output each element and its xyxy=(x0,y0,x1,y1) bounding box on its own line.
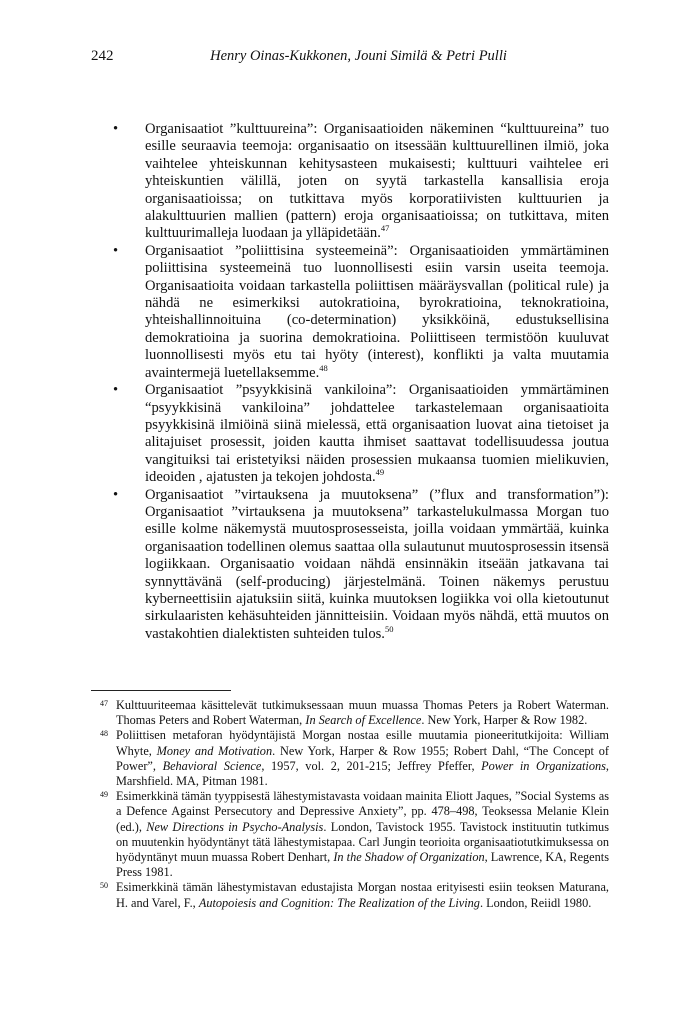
footnote-text: Kulttuuriteemaa käsittelevät tutkimuksessaan muun muassa Thomas Peters ja Robert Waterman. Thomas Peters and Robert Waterman, xyxy=(116,698,609,728)
footnote-text: . London, Tavistock 1955. Tavistock instituutin tutkimus on muutenkin hyödyntänyt tätä lähestymistapaa. Carl Jungin teorioita organisaatiotutkimuksessa on hyödyntänyt muun muassa Robert Denhart, xyxy=(116,819,609,865)
footnote-text: . New York, Harper & Row 1955; Robert Dahl, “The Concept of Power”, xyxy=(116,743,609,773)
bullet-item-psychic-prison xyxy=(107,382,609,486)
footnote-ref[interactable]: 49 xyxy=(375,467,385,478)
footnote-divider xyxy=(91,690,231,691)
bullet-text: Organisaatiot ”kulttuureina”: Organisaatioiden näkeminen “kulttuureina” tuo esille seuraavia teemoja: organisaatio on itsessään kulttuurellinen ilmiö, joka vaihtelee yhteiskunnan kehitysasteen mukaisesti; kulttuuri vaihtelee eri yhteiskuntien välillä, joten on syytä tarkastella kansallisia eroja organisaatioissa; on tutkittava myös korporatiivisten kulttuurien ja alakulttuurien mallien (pattern) eroja organisaatioissa; on tutkittava, miten kulttuurimalleja luodaan ja ylläpidetään. xyxy=(145,121,609,242)
footnote-text: . London, Reiidl 1980. xyxy=(479,895,592,910)
footnote-title: Behavioral Science xyxy=(162,758,262,773)
page-header xyxy=(91,48,596,68)
footnote-text: , Marshfield. MA, Pitman 1981. xyxy=(116,758,609,789)
footnote-number: 50 xyxy=(100,881,108,891)
bullet-text: Organisaatiot ”psyykkisinä vankiloina”: Organisaatioiden ymmärtäminen “psyykkisinä vankiloina” johdattelee tarkastelemaan organisaatioita psyykkisinä ilmiöinä siinä mielessä, että organisaation luovat aina tietoiset ja alitajuiset prosessit, joiden kautta ihmiset saattavat todellisuudessa joutua vangituiksi tai eristetyiksi näiden prosessien mukaansa tuomien mielikuvien, ideoiden , ajatusten ja tekojen johdosta. xyxy=(145,382,609,486)
footnote-number: 47 xyxy=(100,699,108,708)
footnote-title: Power in Organizations xyxy=(481,758,606,773)
footnote-text: Esimerkkinä tämän tyyppisestä lähestymistavasta voidaan mainita Eliott Jaques, ”Social Systems as a Defence Against Persecutory and Depressive Anxiety”, pp. 478–498, Teoksessa Melanie Klein (ed.), xyxy=(116,789,609,834)
bullet-item-political xyxy=(107,243,609,382)
page-number: 242 xyxy=(91,48,114,64)
footnote-number: 49 xyxy=(100,790,108,800)
footnote-ref[interactable]: 48 xyxy=(319,362,328,373)
footnote-title: New Directions in Psycho-Analysis xyxy=(146,819,324,834)
running-head: Henry Oinas-Kukkonen, Jouni Similä & Petri Pulli xyxy=(210,48,507,64)
footnote-47 xyxy=(96,698,609,728)
footnote-49 xyxy=(96,789,609,880)
footnote-title: In Search of Excellence xyxy=(305,713,422,728)
footnote-text: Esimerkkinä tämän lähestymistavan edustajista Morgan nostaa erityisesti esiin teoksen Maturana, H. and Varel, F., xyxy=(116,880,609,910)
footnote-text: , Lawrence, KA, Regents Press 1981. xyxy=(116,850,609,880)
bullet-item-flux xyxy=(107,487,609,644)
footnote-text: , 1957, vol. 2, 201-215; Jeffrey Pfeffer, xyxy=(261,758,482,773)
footnotes xyxy=(96,698,609,911)
footnote-text: Poliittisen metaforan hyödyntäjistä Morgan nostaa esille muutamia pioneeritutkijoita: William Whyte, xyxy=(116,728,609,758)
footnote-title: Autopoiesis and Cognition: The Realization of the Living xyxy=(198,895,480,910)
footnote-number: 48 xyxy=(100,729,108,739)
footnote-ref[interactable]: 47 xyxy=(380,223,390,234)
footnote-48 xyxy=(96,728,609,789)
footnote-text: . New York, Harper & Row 1982. xyxy=(421,713,588,728)
footnote-title: Money and Motivation xyxy=(156,743,273,758)
bullet-item-culture xyxy=(107,121,609,243)
bullet-text: Organisaatiot ”virtauksena ja muutoksena” (”flux and transformation”): Organisaatiot ”virtauksena ja muutoksena” tarkastelukulmassa Morgan tuo esille kolme näkemystä muutosprosesseista, joilla voidaan ymmärtää, kuinka organisaation todellinen olemus saattaa olla sulautunut muutosprosessin itsensä logiikkaan. Organisaatio voidaan nähdä ensinnäkin itseään jatkavana tai synnyttävänä (self-producing) järjestelmänä. Toinen näkemys perustuu kyberneettisiin ajatuksiin siitä, kuinka muutoksen logiikka voi olla kietoutunut sirkulaaristen kehäsuhteiden jännitteisiin. Voidaan myös nähdä, että muutos on vastakohtien dialektisten suhteiden tulos. xyxy=(145,486,609,642)
footnote-ref[interactable]: 50 xyxy=(384,623,394,634)
footnote-50 xyxy=(96,880,609,910)
body-text xyxy=(107,121,609,643)
footnote-title: In the Shadow of Organization xyxy=(333,850,485,865)
bullet-text: Organisaatiot ”poliittisina systeemeinä”: Organisaatioiden ymmärtäminen poliittisina systeemeinä tuo luonnollisesti esiin varsin useita teemoja. Organisaatioita voidaan tarkastella poliittisen määräysvallan (political rule) ja nähdä ne esimerkiksi autokratioina, byrokratioina, teknokratioina, yhteishallinnoituina (co-determination) yksikköinä, edustuksellisina demokratioina ja suorina demokratioina. Poliittiseen termistöön kuuluvat luonnollisesti myös etu tai hyöty (interest), konflikti ja valta muutamia avaintermejä luetellaksemme. xyxy=(145,242,609,381)
